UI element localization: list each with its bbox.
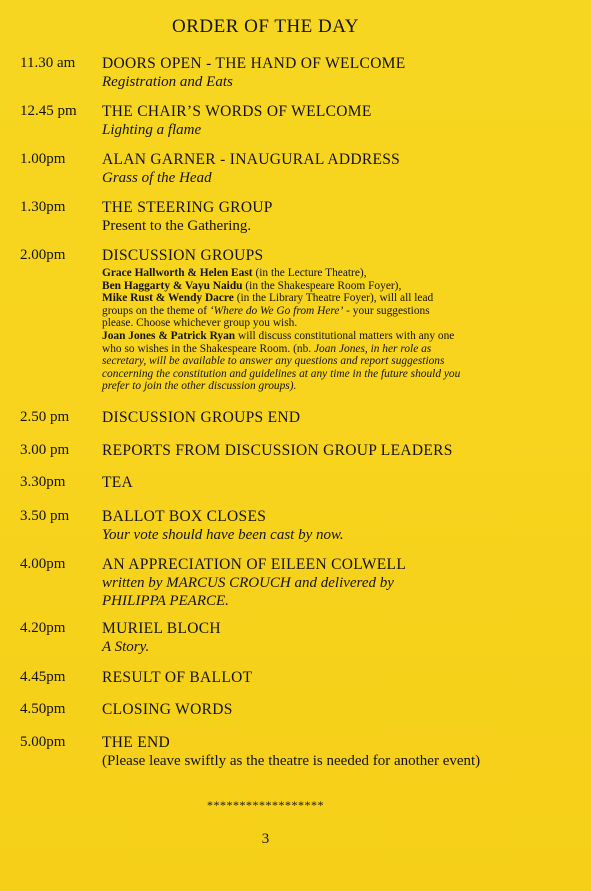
entry-subtitle: Your vote should have been cast by now.	[102, 527, 344, 543]
entry-time: 4.20pm	[20, 620, 66, 636]
entry-time: 5.00pm	[20, 734, 66, 750]
entry-heading: DISCUSSION GROUPS	[102, 247, 264, 264]
entry-heading: DISCUSSION GROUPS END	[102, 409, 301, 426]
entry-heading: MURIEL BLOCH	[102, 620, 221, 637]
entry-heading: RESULT OF BALLOT	[102, 669, 253, 686]
entry-time: 3.00 pm	[20, 442, 70, 458]
entry-heading: BALLOT BOX CLOSES	[102, 508, 267, 525]
detail-line: groups on the theme of ‘Where do We Go from Here’ - your suggestions	[102, 304, 430, 317]
entry-subtitle: Grass of the Head	[102, 170, 212, 186]
entry-time: 2.50 pm	[20, 409, 70, 425]
entry-subtitle: Lighting a flame	[102, 122, 202, 138]
entry-subtitle: (Please leave swiftly as the theatre is needed for another event)	[102, 753, 481, 769]
detail-line: Ben Haggarty & Vayu Naidu (in the Shakespeare Room Foyer),	[102, 279, 402, 292]
detail-line: secretary, will be available to answer any questions and report suggestions	[102, 355, 445, 368]
entry-time: 2.00pm	[20, 247, 66, 263]
entry-subtitle: Registration and Eats	[102, 74, 233, 90]
entry-subtitle: Present to the Gathering.	[102, 218, 252, 234]
detail-line: who so wishes in the Shakespeare Room. (nb. Joan Jones, in her role as	[102, 342, 432, 355]
discussion-details	[102, 267, 572, 393]
entry-heading: CLOSING WORDS	[102, 701, 233, 718]
entry-time: 4.50pm	[20, 701, 66, 717]
entry-heading: REPORTS FROM DISCUSSION GROUP LEADERS	[102, 442, 453, 459]
entry-time: 11.30 am	[20, 55, 76, 71]
entry-time: 12.45 pm	[20, 103, 77, 119]
divider-stars: ******************	[207, 798, 324, 812]
entry-time: 1.00pm	[20, 151, 66, 167]
entry-heading: THE STEERING GROUP	[102, 199, 273, 216]
detail-line: prefer to join the other discussion groups).	[102, 380, 297, 393]
detail-line: Joan Jones & Patrick Ryan will discuss constitutional matters with any one	[102, 329, 455, 342]
entry-subtitle: written by MARCUS CROUCH and delivered by	[102, 575, 394, 591]
entry-heading: TEA	[102, 474, 134, 491]
detail-line: Grace Hallworth & Helen East (in the Lecture Theatre),	[102, 267, 367, 279]
entry-subtitle-continued: PHILIPPA PEARCE.	[102, 593, 229, 609]
detail-line: please. Choose whichever group you wish.	[102, 317, 298, 330]
entry-time: 4.45pm	[20, 669, 66, 685]
entry-time: 3.30pm	[20, 474, 66, 490]
entry-subtitle: A Story.	[102, 639, 150, 655]
entry-heading: THE END	[102, 734, 170, 751]
detail-line: concerning the constitution and guidelines at any time in the future should you	[102, 367, 461, 380]
entry-time: 3.50 pm	[20, 508, 70, 524]
entry-time: 4.00pm	[20, 556, 66, 572]
entry-heading: ALAN GARNER - INAUGURAL ADDRESS	[102, 151, 401, 168]
entry-heading: AN APPRECIATION OF EILEEN COLWELL	[102, 556, 407, 573]
detail-line: Mike Rust & Wendy Dacre (in the Library Theatre Foyer), will all lead	[102, 292, 434, 305]
page-title: ORDER OF THE DAY	[172, 16, 359, 37]
entry-heading: THE CHAIR’S WORDS OF WELCOME	[102, 103, 372, 120]
page-number: 3	[261, 831, 270, 847]
entry-time: 1.30pm	[20, 199, 66, 215]
entry-heading: DOORS OPEN - THE HAND OF WELCOME	[102, 55, 406, 72]
